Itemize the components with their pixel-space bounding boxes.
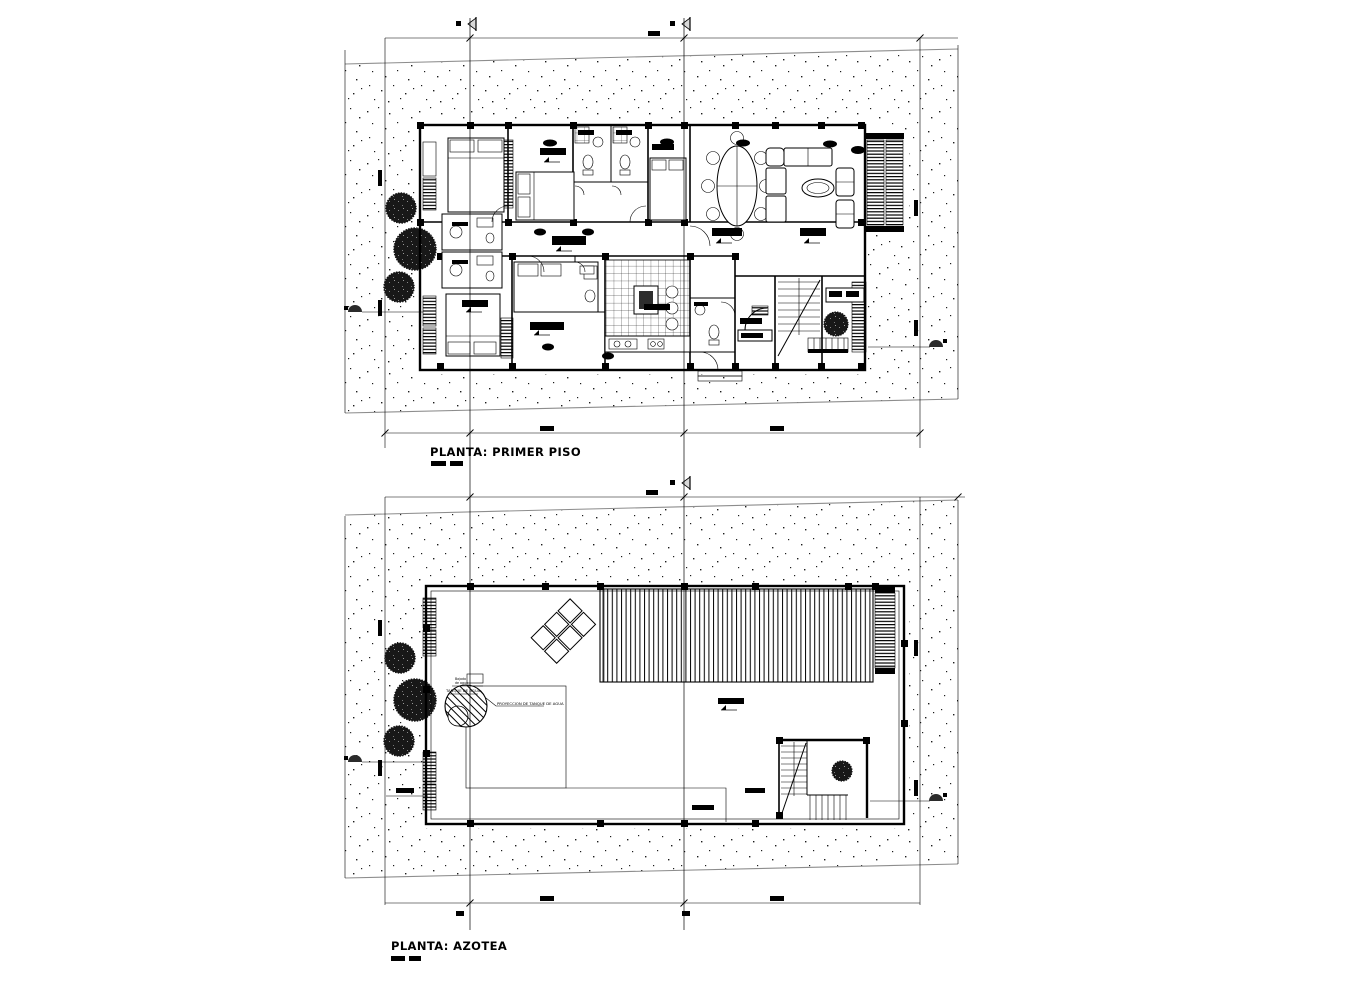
downspout-label-line2: de agua [455,681,468,685]
section-flag [670,476,690,490]
plan2-title-block [391,939,507,961]
bed-1 [448,138,504,212]
plan2-title: PLANTA: AZOTEA [391,939,508,953]
tank-projection-label: PROYECCION DE TANQUE DE AGUA [497,701,564,706]
downspout-label-line1: Bajada [455,677,466,681]
plan-primer-piso [344,17,958,466]
bed-2 [516,172,574,220]
bed-3 [650,158,686,220]
section-flag [670,17,690,31]
kitchen [605,260,690,352]
plan-azotea [344,476,965,961]
plan1-title: PLANTA: PRIMER PISO [430,445,582,459]
tank-label: TANQUE DE AGUA [446,688,481,693]
section-flag [456,17,476,31]
roof-slats [600,589,873,682]
roof-deck-strip-right [875,587,895,674]
roof-plant [832,761,852,781]
plan1-title-block [430,445,581,466]
